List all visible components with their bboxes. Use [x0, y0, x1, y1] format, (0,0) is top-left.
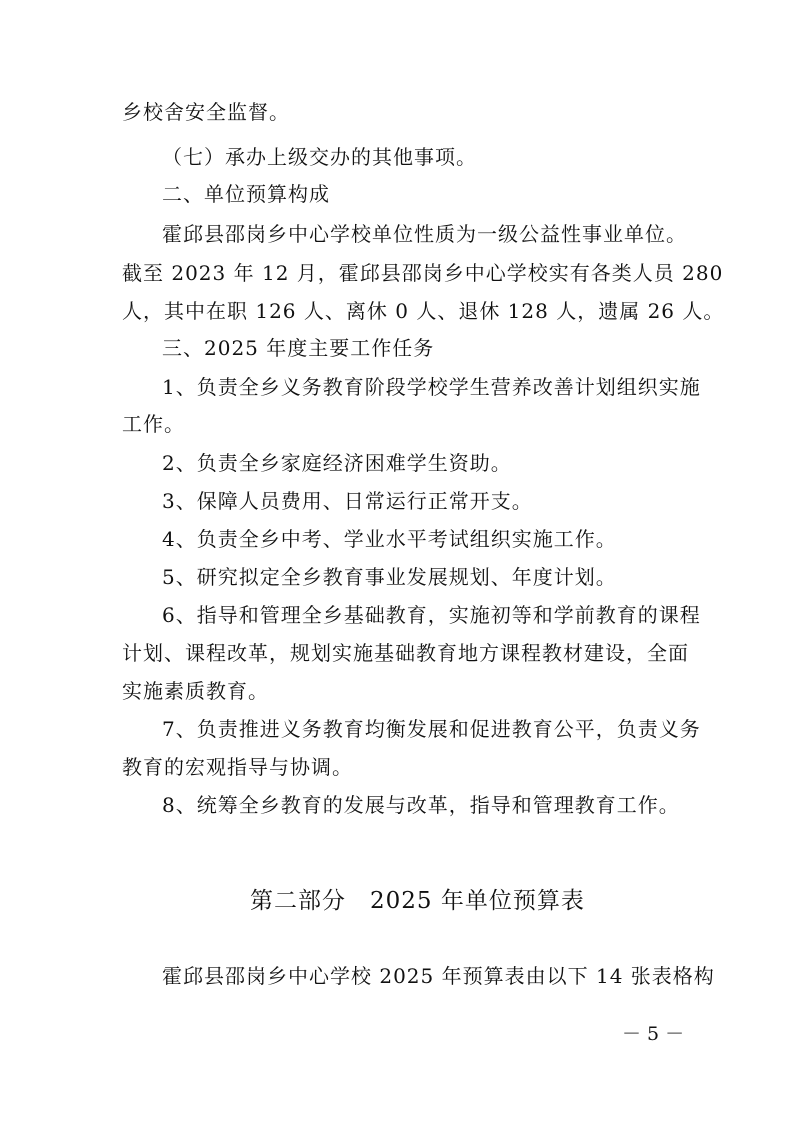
body-line-16: 实施素质教育。	[122, 679, 269, 703]
body-line-15: 计划、课程改革，规划实施基础教育地方课程教材建设，全面	[122, 641, 689, 665]
body-line-10: 2、负责全乡家庭经济困难学生资助。	[162, 451, 512, 475]
body-line-6: 人，其中在职 126 人、离休 0 人、退休 128 人，遗属 26 人。	[122, 299, 725, 323]
body-line-17: 7、负责推进义务教育均衡发展和促进教育公平，负责义务	[162, 717, 701, 741]
body-line-5: 截至 2023 年 12 月，霍邱县邵岗乡中心学校实有各类人员 280	[122, 261, 724, 285]
body-line-19: 8、统筹全乡教育的发展与改革，指导和管理教育工作。	[162, 793, 680, 817]
body-line-9: 工作。	[122, 412, 185, 436]
body-line-3: 二、单位预算构成	[162, 182, 330, 206]
section-heading: 第二部分 2025 年单位预算表	[250, 888, 585, 914]
body-line-4: 霍邱县邵岗乡中心学校单位性质为一级公益性事业单位。	[162, 222, 687, 246]
body-line-7: 三、2025 年度主要工作任务	[162, 336, 435, 360]
page-number: － 5 －	[622, 1023, 685, 1045]
body-line-18: 教育的宏观指导与协调。	[122, 755, 353, 779]
body-line-1: 乡校舍安全监督。	[122, 100, 290, 124]
body-line-13: 5、研究拟定全乡教育事业发展规划、年度计划。	[162, 565, 617, 589]
body-line-14: 6、指导和管理全乡基础教育，实施初等和学前教育的课程	[162, 603, 701, 627]
body-line-12: 4、负责全乡中考、学业水平考试组织实施工作。	[162, 527, 617, 551]
body-line-11: 3、保障人员费用、日常运行正常开支。	[162, 489, 533, 513]
section-intro: 霍邱县邵岗乡中心学校 2025 年预算表由以下 14 张表格构	[162, 964, 715, 988]
body-line-8: 1、负责全乡义务教育阶段学校学生营养改善计划组织实施	[162, 375, 701, 399]
body-line-2: （七）承办上级交办的其他事项。	[162, 145, 477, 169]
